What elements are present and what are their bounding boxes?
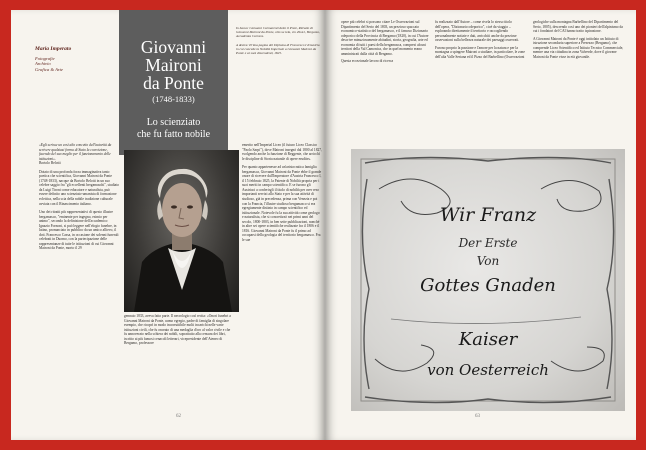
diploma-line-3: Von	[476, 254, 500, 268]
diploma-drawing	[351, 149, 625, 411]
diploma-line-4: Gottes Gnaden	[420, 275, 556, 296]
page-number: 63	[475, 414, 480, 419]
paragraph: Furono proprio la passione e l'amore per la natura e per la montagna a spingere Maironi a studiare, in particolare, le zone dell'alta Valle Seriana ed il Pizzo del Barbellino (Osservazioni	[435, 45, 525, 59]
paragraph: Questa eccezionale lavoro di ricerca	[341, 59, 394, 64]
right-page	[325, 10, 636, 440]
text-column-4	[341, 20, 429, 145]
paragraph: A Giovanni Maironi da Ponte è oggi intitolato un Istituto di istruzione secondaria superiore a Presezzo (Bergamo), che comprende Liceo Scientifico ed Istituto Tecnico Commerciale, mentre una via cittadina in zona Valverde, dove il giovane Maironi da Ponte visse in età giovanile.	[533, 36, 624, 59]
diploma-line-6: von Oesterreich	[427, 361, 549, 379]
page-number: 62	[176, 414, 181, 419]
portrait-image	[124, 150, 239, 312]
text-column-1	[39, 143, 119, 431]
portrait-figure	[124, 150, 239, 312]
caption-diploma: A destra: Prima pagina del Diploma di Francesco I d'Austria in cui concede la Nobiltà Imperiale a Giovanni Maironi da Ponte e ai suoi discendenti, 1825.	[236, 42, 320, 56]
paragraph: Dotato di una profonda forza immaginativa tanto poetica che scientifica, Giovanni Maironi da Ponte (1748-1833), nacque da Bortolo Belotti in un suo celebre saggio fra "gli eccellenti bergamaschi", studiato da Luigi Tironi come educatore e naturalista, può essere definito uno scienziato-umanista di formazione eclettica, nella scia della nobile tradizione culturale avviata con il Rinascimento italiano.	[39, 169, 119, 206]
article-subtitle	[119, 117, 228, 140]
text-column-3	[242, 143, 322, 431]
author-credit	[35, 46, 125, 72]
paragraph: opere più celebri si possono citare Le Osservazioni sul Dipartimento del Serio del 1803, un prezioso spaccato economico-statistico del bergamasco, e il famoso Dizionario odeporico della Provincia di Bergamo (1820), in cui l'Autore descrive minuziosamente abitudini, storia, geografia, arte ed economia di tutti i paesi della bergamasca, compresi alcuni territori della Val Camonica, che in quel momento erano amministrati dalla città di Bergamo.	[341, 20, 429, 56]
diploma-line-5: Kaiser	[458, 329, 518, 350]
title-line: Maironi	[145, 55, 202, 75]
paragraph: Uno dei ritratti più rappresentativi di questo illustre bergamasco, "eminente per ingegno, esimio per animo", secondo la definizione dell'accademico Ignazio Fornoni, si può leggere nell'elogio funebre, in latino, pronunciato in pubblico da un amico allievo, il dott. Francesco Cassa, in occasione dei solenni funerali celebrati in Duomo, con la partecipazione delle rappresentanze di tutte le istituzioni di cui Giovanni Maironi da Ponte, morto il 29	[39, 210, 119, 251]
subtitle-line: Lo scienziato	[146, 117, 201, 128]
text-column-2	[124, 314, 234, 430]
left-page	[11, 10, 325, 440]
caption-portrait: In basso: Giovanni Carmarenti detto il Prete, Ritratto di Giovanni Maironi da Ponte, olio su tela, cm 49x41, Bergamo, Accademia Carrara.	[236, 26, 320, 39]
title-line: da Ponte	[143, 73, 204, 93]
author-role: Grafica & Arte	[35, 66, 63, 72]
paragraph: gennaio 1833, aveva fatto parte. Il necrologio così recita: «Onori funebri a Giovanni Maironi da Ponte, uomo egregio, padre di famiglia di singolare esempio, che ricoprì in modo incorruttibile molti incarichi nelle varie istituzioni civili, che fu onorato di una medaglia d'oro al valor civile e che fu annoverato nella schiera dei nobili, soprattutto alla censura dei libri, iscritto ai più famosi cenacoli letterari, vicepresidente dell'Ateneo di Bergamo, professore	[124, 314, 231, 346]
title-years: (1748-1833)	[152, 94, 195, 104]
diploma-line-1: Wir Franz	[439, 204, 537, 226]
paragraph: emerito nell'Imperial Liceo (il futuro Liceo Classico "Paolo Sarpi"), dove Maironi insegnò dal 1800 al 1827, svolgendo anche la funzione di Reggente, che arricchì le discipline di Storia naturale di opere erudite».	[242, 143, 322, 161]
author-role: Fotografie	[35, 56, 55, 61]
paragraph: Per quanto appartenesse ad un'aristocratica famiglia bergamasca, Giovanni Maironi da Ponte ebbe il grande onore di ricevere dall'Imperatore d'Austria Francesco I, il 15 febbraio 1825, la Patente di Nobiltà propria per i suoi meriti in campo scientifico. E se furono gli Austriaci a conferirgli il titolo di nobiltà per aver reso importanti servizi allo Stato e per la sua attività di studioso, già in precedenza, prima con Venezia e poi con la Francia, l'illustre studioso bergamasco si era egregiamente distinto in campo scientifico ed istituzionale. Notevole fu la sua attività come geologo e naturalista, che si concretizzò nei primi anni del secolo, 1800-1803, in ben sette pubblicazioni, nonché in altre sei opere scientifiche realizzate fra il 1806 e il 1816. Giovanni Maironi da Ponte fu il primo ad occuparsi della geologia del territorio bergamasco. Fra le sue	[242, 165, 322, 242]
article-title	[119, 38, 228, 92]
diploma-image	[351, 149, 625, 411]
subtitle-line: che fu fatto nobile	[136, 128, 211, 140]
text-column-6	[533, 20, 625, 145]
diploma-line-2: Der Erste	[458, 236, 518, 250]
author-role: Archivio	[35, 61, 51, 67]
article-title-box	[119, 10, 228, 155]
paragraph: geologiche sulla montagna Barbellino del Dipartimento del Serio, 1805), descrendo così uno dei pionieri dell'alpinismo da cui i fondatori del CAI hanno tratto ispirazione.	[533, 20, 623, 34]
quote-author: Bortolo Belotti	[39, 161, 61, 166]
paragraph: fu realizzato dall'Autore – come rivela lo stesso titolo dell'opera, "Dizionario odeporico", cioè da viaggio – esplorando direttamente il territorio e raccogliendo personalmente notizie e dati, arricchiti anche da preziose osservazioni sulla bellezza naturale dei paesaggi osservati.	[435, 20, 520, 43]
text-column-5	[435, 20, 527, 145]
author-name: Maria Imperato	[35, 46, 72, 52]
quote: «Egli scrisse un così alto concetto dell'autorità da scrivere qualsiasi forma di Stato la coercizione, facendo del suo meglio per il funzionamento delle istituzioni».	[39, 143, 112, 161]
captions	[236, 26, 320, 55]
title-line: Giovanni	[140, 37, 207, 57]
